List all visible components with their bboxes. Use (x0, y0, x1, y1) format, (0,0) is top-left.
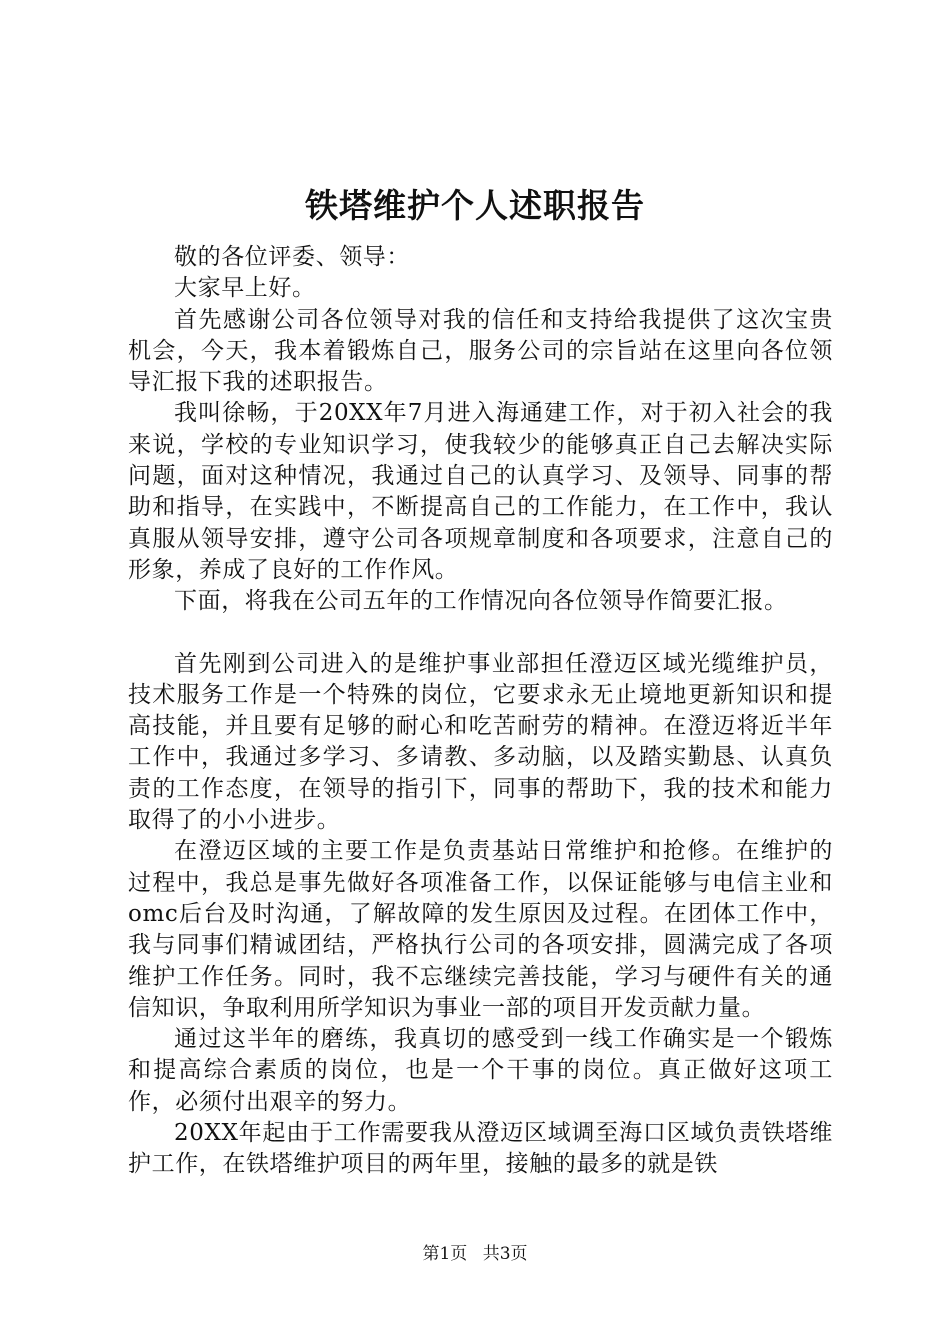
paragraph: 通过这半年的磨练，我真切的感受到一线工作确实是一个锻炼和提高综合素质的岗位，也是一个干事的岗位。真正做好这项工作，必须付出艰辛的努力。 (128, 1026, 833, 1115)
page-footer (0, 1242, 950, 1266)
paragraph-greeting: 大家早上好。 (174, 275, 316, 302)
page-number: 第1页 (422, 1244, 468, 1264)
paragraph: 在澄迈区域的主要工作是负责基站日常维护和抢修。在维护的过程中，我总是事先做好各项准备工作，以保证能够与电信主业和omc后台及时沟通，了解故障的发生原因及过程。在团体工作中，我与同事们精诚团结，严格执行公司的各项安排，圆满完成了各项维护工作任务。同时，我不忘继续完善技能，学习与硬件有关的通信知识，争取利用所学知识为事业一部的项目开发贡献力量。 (128, 838, 833, 1021)
paragraph-salutation: 敬的各位评委、领导： (174, 244, 410, 270)
paragraph: 首先刚到公司进入的是维护事业部担任澄迈区域光缆维护员，技术服务工作是一个特殊的岗位，它要求永无止境地更新知识和提高技能，并且要有足够的耐心和吃苦耐劳的精神。在澄迈将近半年工作中，我通过多学习、多请教、多动脑，以及踏实勤恳、认真负责的工作态度，在领导的指引下，同事的帮助下，我的技术和能力取得了的小小进步。 (128, 650, 833, 834)
paragraph: 20XX年起由于工作需要我从澄迈区域调至海口区域负责铁塔维护工作，在铁塔维护项目的两年里，接触的最多的就是铁 (128, 1120, 833, 1178)
paragraph: 下面，将我在公司五年的工作情况向各位领导作简要汇报。 (174, 588, 788, 615)
paragraph: 我叫徐畅，于20XX年7月进入海通建工作，对于初入社会的我来说，学校的专业知识学习，使我较少的能够真正自己去解决实际问题，面对这种情况，我通过自己的认真学习、及领导、同事的帮助和指导，在实践中，不断提高自己的工作能力，在工作中，我认真服从领导安排，遵守公司各项规章制度和各项要求，注意自己的形象，养成了良好的工作作风。 (128, 400, 833, 583)
document-title: 铁塔维护个人述职报告 (305, 186, 645, 225)
paragraph: 首先感谢公司各位领导对我的信任和支持给我提供了这次宝贵机会，今天，我本着锻炼自己，服务公司的宗旨站在这里向各位领导汇报下我的述职报告。 (128, 306, 833, 396)
document-body (128, 242, 833, 1181)
page-total: 共3页 (482, 1244, 528, 1264)
